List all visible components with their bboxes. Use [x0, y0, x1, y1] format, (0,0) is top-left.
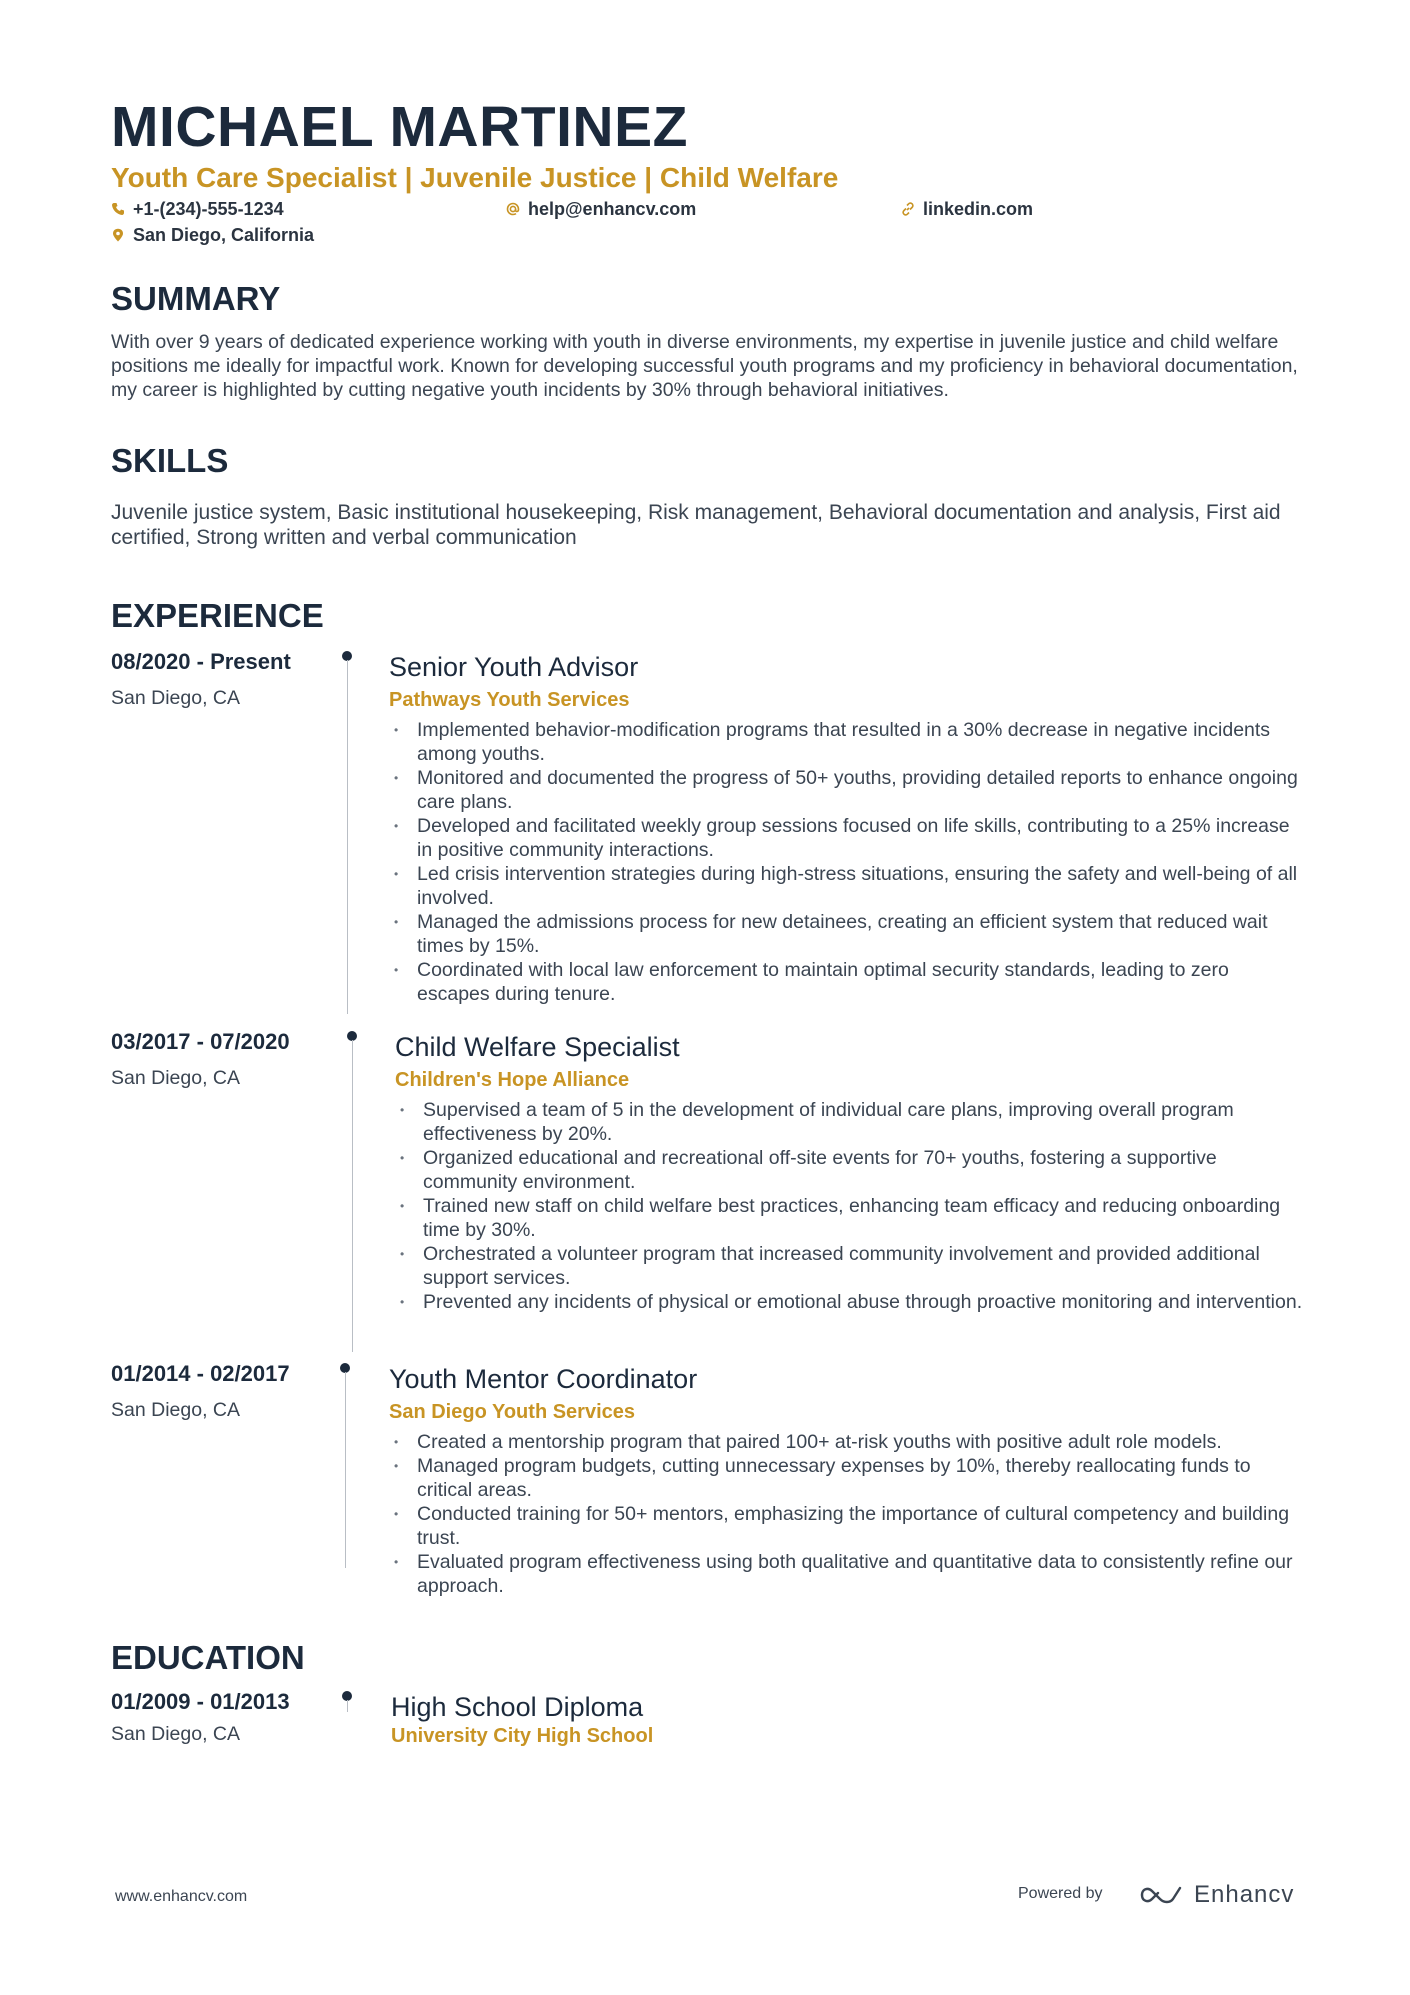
candidate-tagline: Youth Care Specialist | Juvenile Justice | Child Welfare — [111, 162, 839, 193]
experience-bullet: • Developed and facilitated weekly group sessions focused on life skills, contributing to a 25% increase in positive community interactions. — [389, 814, 1304, 862]
enhancv-logo[interactable] — [1138, 1878, 1294, 1912]
experience-dates: 01/2014 - 02/2017 — [111, 1361, 290, 1386]
experience-bullet: • Supervised a team of 5 in the development of individual care plans, improving overall program effectiveness by 20%. — [395, 1098, 1310, 1146]
contact-email[interactable] — [506, 198, 696, 220]
contact-phone — [111, 198, 284, 220]
education-dates: 01/2009 - 01/2013 — [111, 1689, 290, 1714]
summary-heading: SUMMARY — [111, 280, 281, 317]
experience-company: Children's Hope Alliance — [395, 1069, 630, 1091]
experience-bullet: • Led crisis intervention strategies during high-stress situations, ensuring the safety and well-being of all involved. — [389, 862, 1304, 910]
experience-entry — [0, 1360, 1410, 1610]
experience-location: San Diego, CA — [111, 1067, 240, 1089]
enhancv-mark-icon — [1138, 1882, 1184, 1908]
experience-bullets — [389, 1430, 1304, 1598]
experience-bullet: • Conducted training for 50+ mentors, emphasizing the importance of cultural competency and building trust. — [389, 1502, 1304, 1550]
experience-bullet: • Monitored and documented the progress of 50+ youths, providing detailed reports to enhance ongoing care plans. — [389, 766, 1304, 814]
powered-by-label: Powered by — [1018, 1885, 1103, 1902]
education-degree: High School Diploma — [391, 1692, 644, 1722]
contact-location — [111, 224, 314, 246]
education-school: University City High School — [391, 1725, 654, 1747]
experience-bullet: • Orchestrated a volunteer program that increased community involvement and provided additional support services. — [395, 1242, 1310, 1290]
link-icon — [901, 202, 915, 216]
experience-bullets — [389, 718, 1304, 1006]
summary-text: With over 9 years of dedicated experience working with youth in diverse environments, my expertise in juvenile justice and child welfare positions me ideally for impactful work. Known for developing successful youth programs and my proficiency in behavioral documentation, my career is highlighted by cutting negative youth incidents by 30% through behavioral initiatives. — [111, 331, 1298, 401]
experience-bullets — [395, 1098, 1310, 1314]
experience-bullet: • Trained new staff on child welfare best practices, enhancing team efficacy and reducing onboarding time by 30%. — [395, 1194, 1310, 1242]
email-text: help@enhancv.com — [528, 199, 697, 219]
brand-name: Enhancv — [1194, 1881, 1295, 1908]
timeline-line — [347, 660, 348, 1014]
phone-text: +1-(234)-555-1234 — [133, 199, 284, 219]
experience-bullet: • Managed the admissions process for new detainees, creating an efficient system that reduced wait times by 15%. — [389, 910, 1304, 958]
experience-location: San Diego, CA — [111, 1399, 240, 1421]
linkedin-text: linkedin.com — [923, 199, 1034, 219]
experience-dates: 03/2017 - 07/2020 — [111, 1029, 290, 1054]
experience-bullet: • Created a mentorship program that paired 100+ at-risk youths with positive adult role models. — [389, 1430, 1304, 1454]
timeline-line — [345, 1372, 346, 1568]
experience-role: Child Welfare Specialist — [395, 1032, 680, 1062]
experience-heading: EXPERIENCE — [111, 597, 324, 634]
location-text: San Diego, California — [133, 225, 315, 245]
experience-company: San Diego Youth Services — [389, 1401, 636, 1423]
experience-bullet: • Prevented any incidents of physical or emotional abuse through proactive monitoring and intervention. — [395, 1290, 1310, 1314]
education-heading: EDUCATION — [111, 1639, 305, 1676]
experience-bullet: • Evaluated program effectiveness using both qualitative and quantitative data to consistently refine our approach. — [389, 1550, 1304, 1598]
experience-role: Senior Youth Advisor — [389, 652, 639, 682]
experience-role: Youth Mentor Coordinator — [389, 1364, 698, 1394]
experience-bullet: • Coordinated with local law enforcement to maintain optimal security standards, leading to zero escapes during tenure. — [389, 958, 1304, 1006]
education-location: San Diego, CA — [111, 1723, 240, 1745]
timeline-line — [347, 1700, 348, 1712]
experience-company: Pathways Youth Services — [389, 689, 630, 711]
contact-linkedin[interactable] — [901, 198, 1033, 220]
phone-icon — [111, 202, 125, 216]
at-icon — [506, 202, 520, 216]
experience-dates: 08/2020 - Present — [111, 649, 291, 674]
footer-url[interactable]: www.enhancv.com — [115, 1888, 248, 1905]
timeline-line — [352, 1040, 353, 1352]
candidate-name: MICHAEL MARTINEZ — [111, 95, 688, 159]
experience-entry — [0, 648, 1410, 1018]
experience-bullet: • Implemented behavior-modification programs that resulted in a 30% decrease in negative incidents among youths. — [389, 718, 1304, 766]
experience-bullet: • Managed program budgets, cutting unnecessary expenses by 10%, thereby reallocating funds to critical areas. — [389, 1454, 1304, 1502]
skills-heading: SKILLS — [111, 442, 229, 479]
education-entry — [0, 1688, 1410, 1758]
experience-bullet: • Organized educational and recreational off-site events for 70+ youths, fostering a supportive community environment. — [395, 1146, 1310, 1194]
skills-text: Juvenile justice system, Basic institutional housekeeping, Risk management, Behavioral documentation and analysis, First aid certified, Strong written and verbal communication — [111, 501, 1281, 549]
experience-entry — [0, 1028, 1410, 1358]
pin-icon — [111, 228, 125, 242]
experience-location: San Diego, CA — [111, 687, 240, 709]
